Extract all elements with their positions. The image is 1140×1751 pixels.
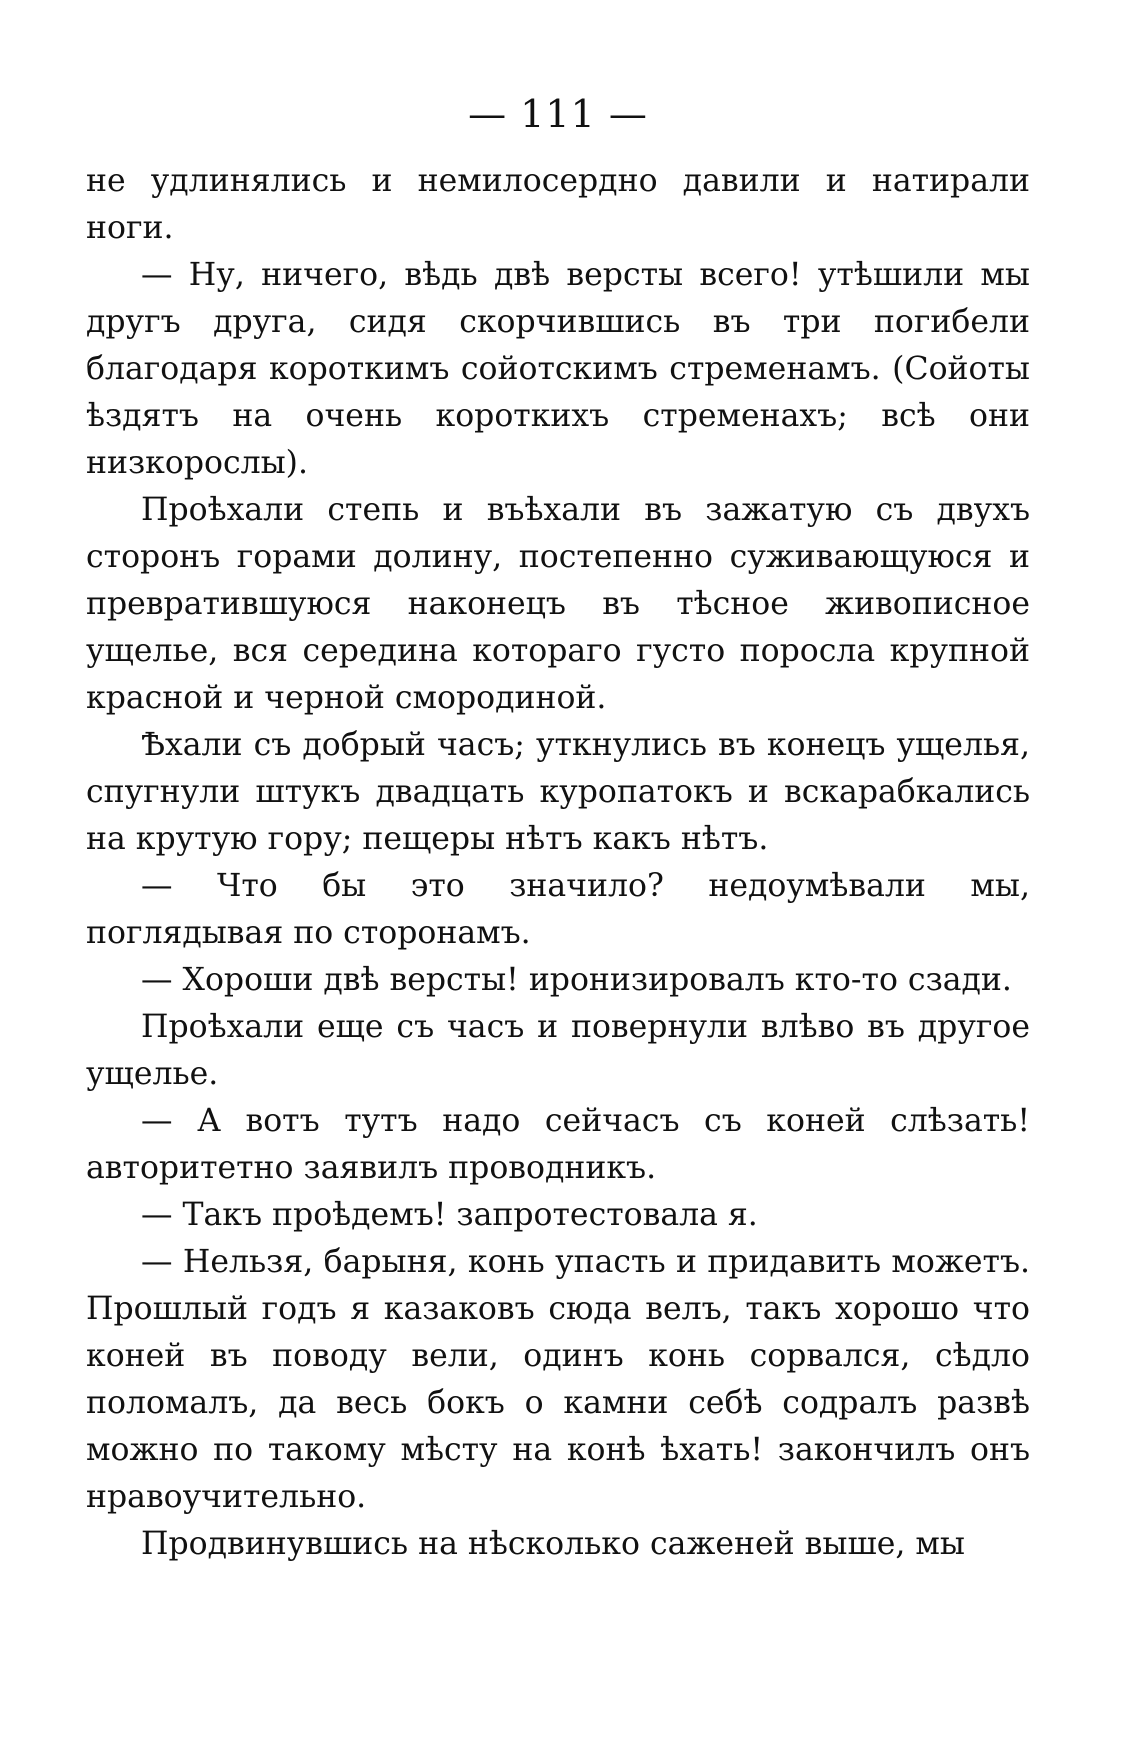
paragraph-7: Проѣхали еще съ часъ и повернули влѣво въ другое ущелье.	[86, 1009, 1030, 1092]
paragraph-11: Продвинувшись на нѣсколько саженей выше, мы	[141, 1526, 965, 1562]
book-page	[86, 88, 1030, 1708]
paragraph-9: — Такъ проѣдемъ! запротестовала я.	[141, 1197, 758, 1233]
page-body	[86, 158, 1030, 1568]
paragraph-2: — Ну, ничего, вѣдь двѣ версты всего! утѣшили мы другъ друга, сидя скорчившись въ три погибели благодаря короткимъ сойотскимъ стременамъ. (Сойоты ѣздятъ на очень короткихъ стременахъ; всѣ они низкорослы).	[86, 257, 1030, 481]
paragraph-5: — Что бы это значило? недоумѣвали мы, поглядывая по сторонамъ.	[86, 868, 1030, 951]
paragraph-4: Ѣхали съ добрый часъ; уткнулись въ конецъ ущелья, спугнули штукъ двадцать куропатокъ и вскарабкались на крутую гору; пещеры нѣтъ какъ нѣтъ.	[86, 727, 1030, 857]
paragraph-8: — А вотъ тутъ надо сейчасъ съ коней слѣзать! авторитетно заявилъ проводникъ.	[86, 1103, 1030, 1186]
paragraph-1: не удлинялись и немилосердно давили и натирали ноги.	[86, 163, 1030, 246]
page-number: — 111 —	[468, 92, 648, 136]
paragraph-6: — Хороши двѣ версты! иронизировалъ кто-то сзади.	[141, 962, 1012, 998]
paragraph-10: — Нельзя, барыня, конь упасть и придавить можетъ. Прошлый годъ я казаковъ сюда велъ, такъ хорошо что коней въ поводу вели, одинъ конь сорвался, сѣдло поломалъ, да весь бокъ о камни себѣ содралъ развѣ можно по такому мѣсту на конѣ ѣхать! закончилъ онъ нравоучительно.	[86, 1244, 1030, 1515]
paragraph-3: Проѣхали степь и въѣхали въ зажатую съ двухъ сторонъ горами долину, постепенно суживающуюся и превратившуюся наконецъ въ тѣсное живописное ущелье, вся середина котораго густо поросла крупной красной и черной смородиной.	[86, 492, 1030, 716]
